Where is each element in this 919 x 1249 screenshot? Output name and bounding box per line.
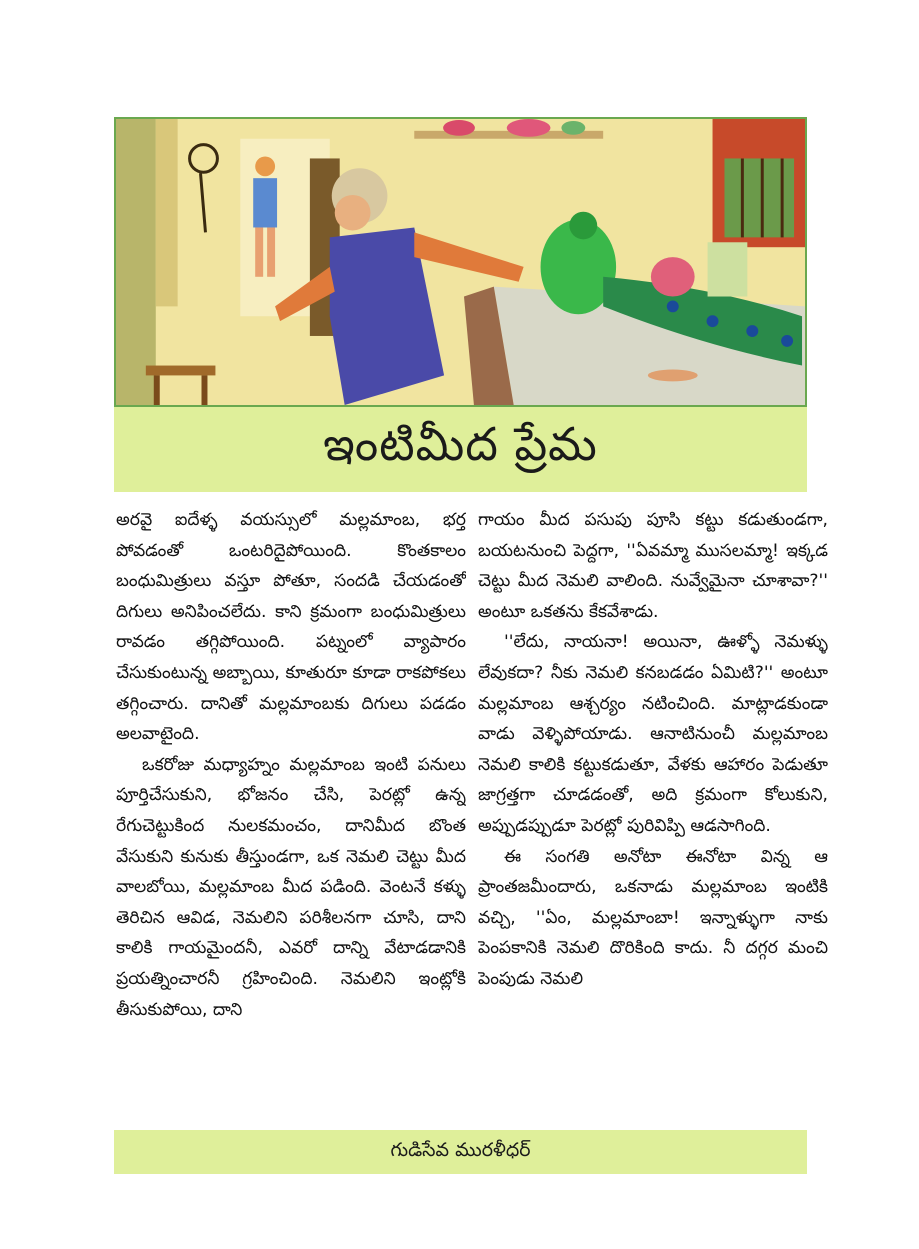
paragraph: గాయం మీద పసుపు పూసి కట్టు కడుతుండగా, బయటనుంచి పెద్దగా, ''ఏవమ్మా ముసలమ్మా! ఇక్కడ చెట్టు మీద నెమలి వాలింది. నువ్వేమైనా చూశావా?'' అంటూ ఒకతను కేకవేశాడు. [478, 510, 828, 622]
title-band [114, 407, 807, 492]
paragraph: అరవై ఐదేళ్ళ వయస్సులో మల్లమాంబ, భర్త పోవడంతో ఒంటరిదైపోయింది. కొంతకాలం బంధుమిత్రులు వస్తూ పోతూ, సందడి చేయడంతో దిగులు అనిపించలేదు. కాని క్రమంగా బంధుమిత్రులు రావడం తగ్గిపోయింది. పట్నంలో వ్యాపారం చేసుకుంటున్న అబ్బాయి, కూతురూ కూడా రాకపోకలు తగ్గించారు. దానితో మల్లమాంబకు దిగులు పడడం అలవాటైంది. [116, 510, 466, 745]
story-illustration [114, 117, 807, 407]
author-name: గుడిసేవ మురళీధర్ [390, 1138, 531, 1161]
right-column [478, 505, 828, 1120]
story-illustration-icon [116, 119, 805, 405]
paragraph: ఒకరోజు మధ్యాహ్నం మల్లమాంబ ఇంటి పనులు పూర్తిచేసుకుని, భోజనం చేసి, పెరట్లో ఉన్న రేగుచెట్టుకింద నులకమంచం, దానిమీద బొంత వేసుకుని కునుకు తీస్తుండగా, ఒక నెమలి చెట్టు మీద వాలబోయి, మల్లమాంబ మీద పడింది. వెంటనే కళ్ళు తెరిచిన ఆవిడ, నెమలిని పరిశీలనగా చూసి, దాని కాలికి గాయమైందనీ, ఎవరో దాన్ని వేటాడడానికి ప్రయత్నించారనీ గ్రహించింది. నెమలిని ఇంట్లోకి తీసుకుపోయి, దాని [116, 754, 466, 1020]
left-column [116, 505, 466, 1120]
paragraph: ''లేదు, నాయనా! అయినా, ఊళ్ళో నెమళ్ళు లేవుకదా? నీకు నెమలి కనబడడం ఏమిటి?'' అంటూ మల్లమాంబ ఆశ్చర్యం నటించింది. మాట్లాడకుండా వాడు వెళ్ళిపోయాడు. ఆనాటినుంచీ మల్లమాంబ నెమలి కాలికి కట్టుకడుతూ, వేళకు ఆహారం పెడుతూ జాగ్రత్తగా చూడడంతో, అది క్రమంగా కోలుకుని, అప్పుడప్పుడూ పెరట్లో పురివిప్పి ఆడసాగింది. [478, 632, 828, 836]
story-title: ఇంటిమీద ప్రేమ [323, 416, 598, 471]
author-band [114, 1130, 807, 1174]
paragraph: ఈ సంగతి అనోటా ఈనోటా విన్న ఆ ప్రాంతజమీందారు, ఒకనాడు మల్లమాంబ ఇంటికి వచ్చి, ''ఏం, మల్లమాంబా! ఇన్నాళ్ళుగా నాకు పెంపకానికి నెమలి దొరికింది కాదు. నీ దగ్గర మంచి పెంపుడు నెమలి [478, 846, 828, 989]
